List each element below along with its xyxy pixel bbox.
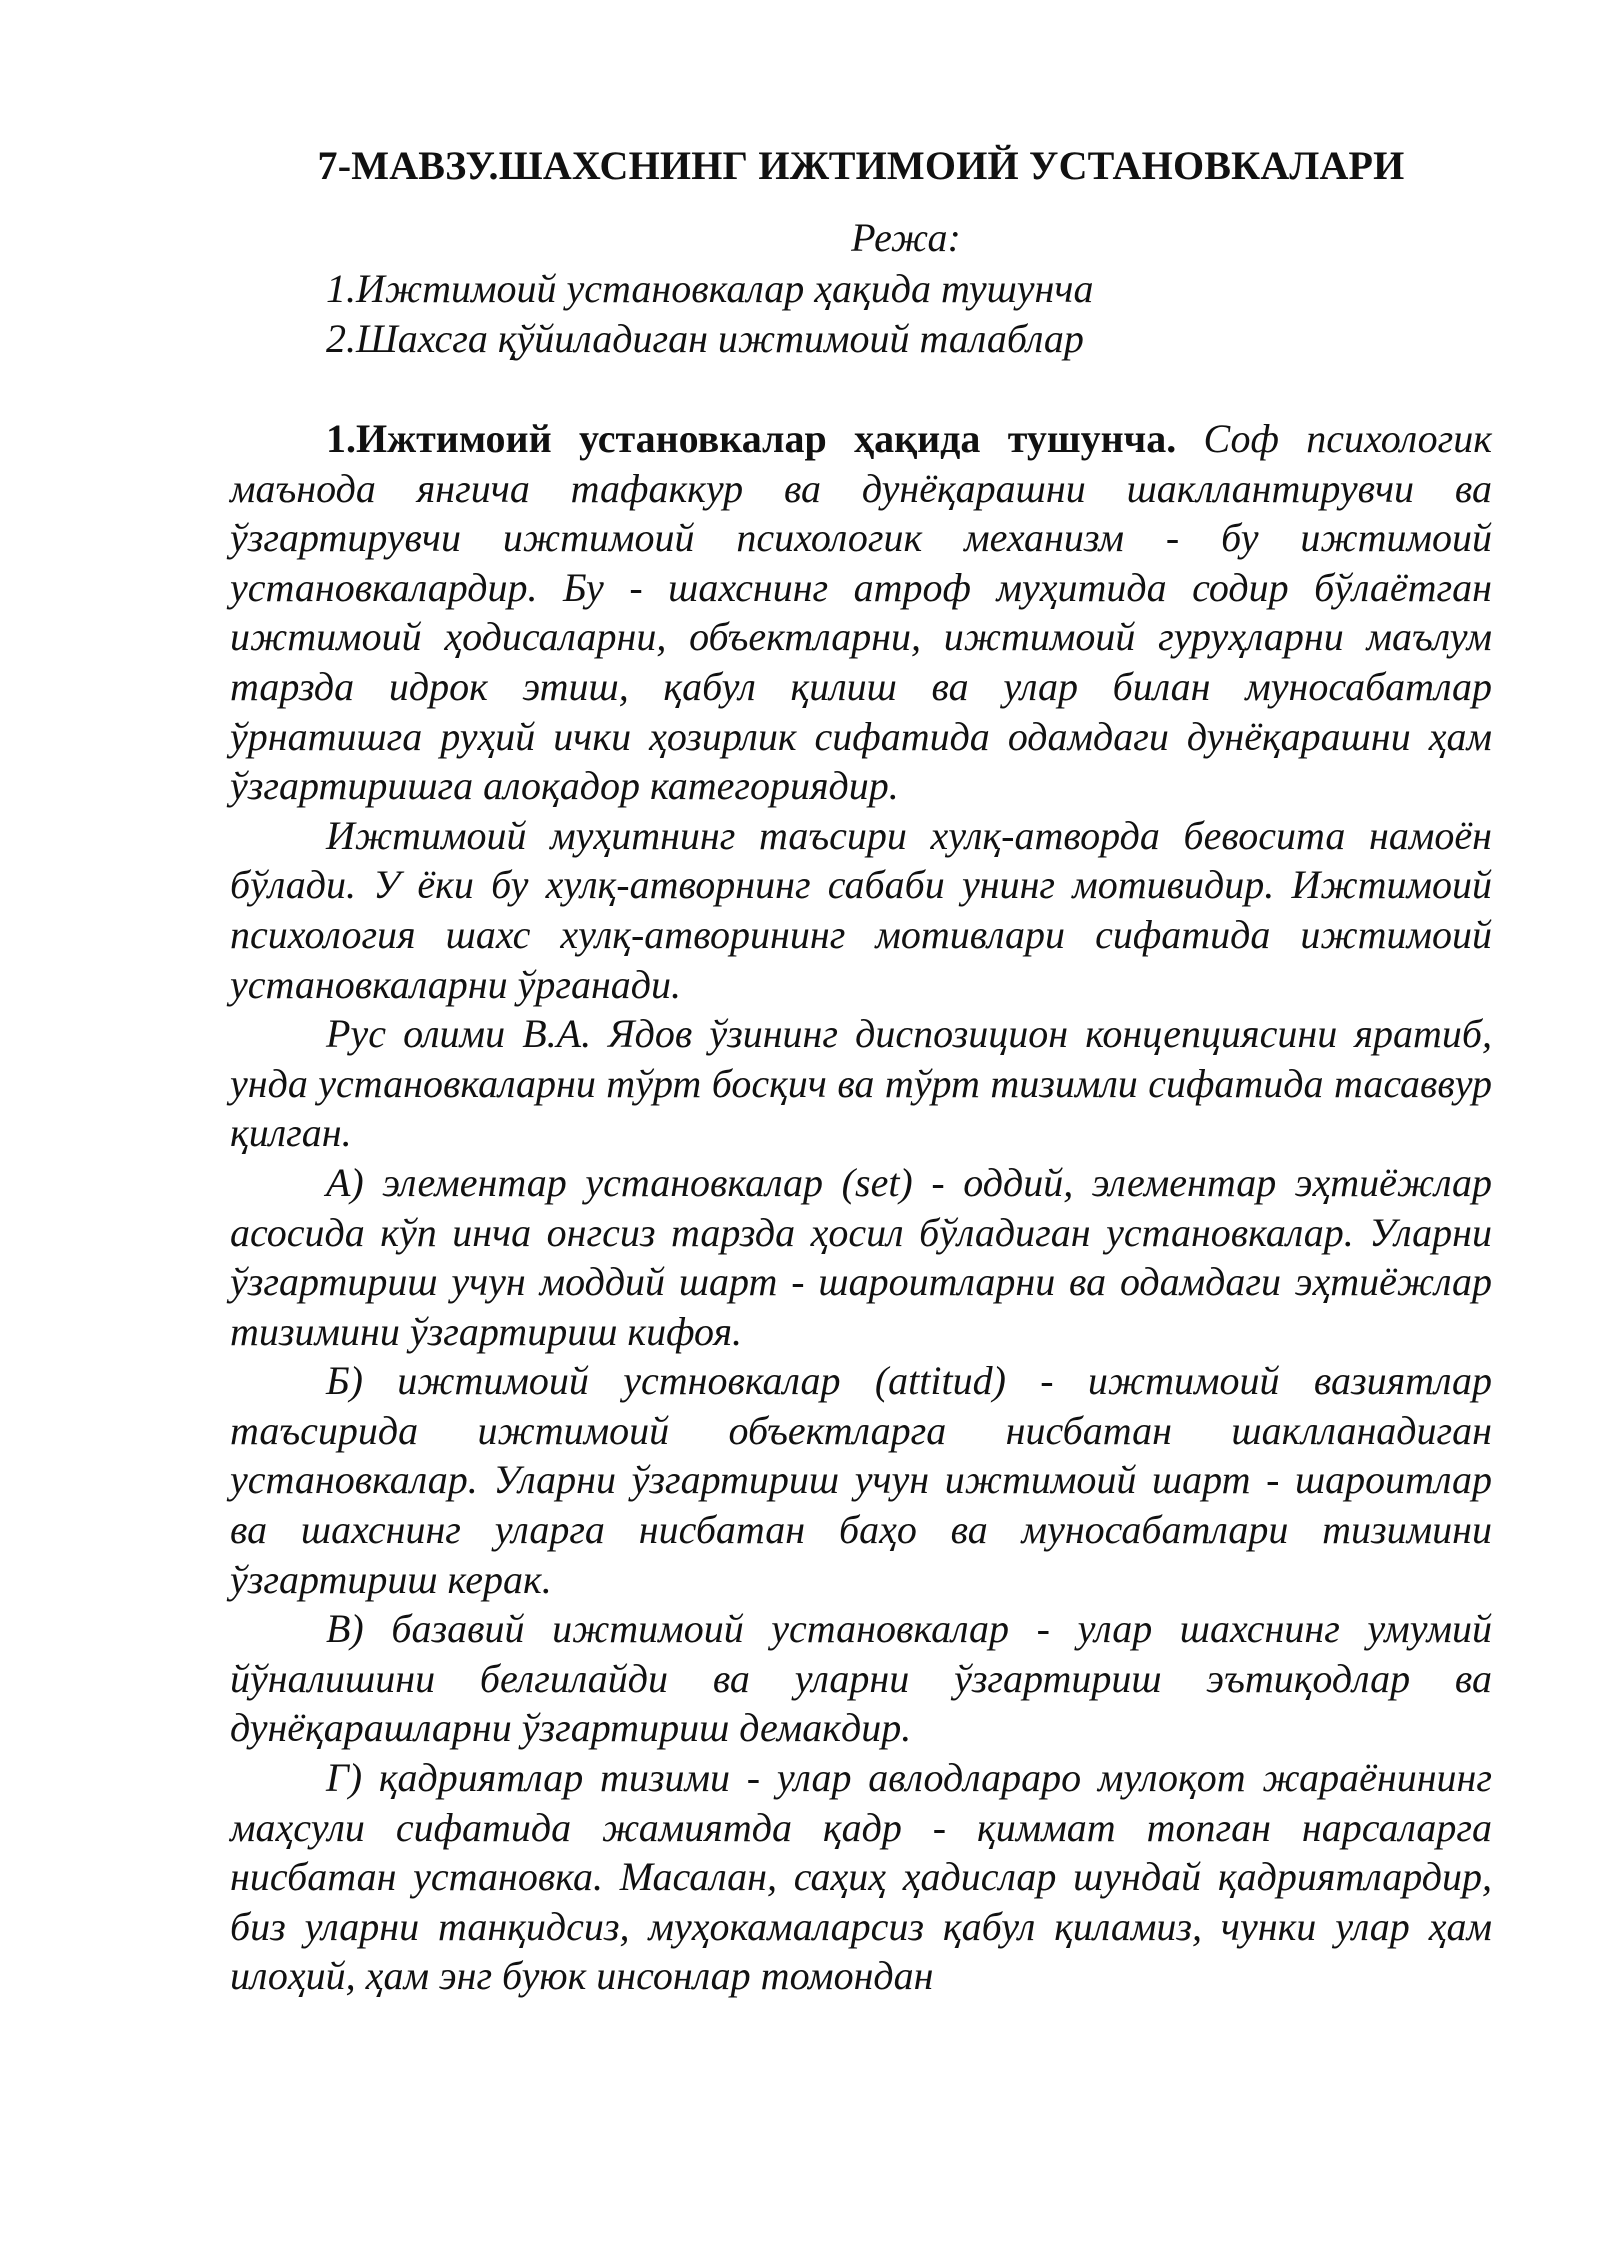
paragraph-elementary-set: А) элементар установкалар (set) - оддий, элементар эҳтиёжлар асосида кўп инча онгсиз тарзда ҳосил бўладиган установкалар. Уларни ўзгартириш учун моддий шарт - шароитларни ва одамдаги эҳтиёжлар тизимини ўзгартириш кифоя. (230, 1159, 1492, 1354)
paragraph-social-environment: Ижтимоий муҳитнинг таъсири хулқ-атворда бевосита намоён бўлади. У ёки бу хулқ-атворнинг сабаби унинг мотивидир. Ижтимоий психология шахс хулқ-атворининг мотивлари сифатида ижтимоий установкаларни ўрганади. (230, 812, 1492, 1007)
section-1-heading: 1.Ижтимоий установкалар ҳақида тушунча. (326, 416, 1177, 461)
section-1-intro: Соф психологик маънода янгича тафаккур ва дунёқарашни шакллантирувчи ва ўзгартирувчи ижтимоий психологик механизм - бу ижтимоий установкалардир. Бу - шахснинг атроф муҳитида содир бўлаётган ижтимоий ҳодисаларни, объектларни, ижтимоий гуруҳларни маълум тарзда идрок этиш, қабул қилиш ва улар билан муносабатлар ўрнатишга руҳий ички ҳозирлик сифатида одамдаги дунёқарашни ҳам ўзгартиришга алоқадор категориядир. (230, 416, 1492, 809)
section-1-paragraph (230, 414, 1492, 811)
document-page (230, 140, 1492, 2001)
paragraph-yadov-concept: Рус олими В.А. Ядов ўзининг диспозицион концепциясини яратиб, унда установкаларни тўрт босқич ва тўрт тизимли сифатида тасаввур қилган. (230, 1011, 1492, 1156)
plan-heading: Режа: (851, 215, 961, 260)
plan-item-1: 1.Ижтимоий установкалар ҳақида тушунча (326, 266, 1094, 311)
plan-section (230, 212, 1492, 364)
paragraph-social-attitude: Б) ижтимоий устновкалар (attitud) - ижтимоий вазиятлар таъсирида ижтимоий объектларга нисбатан шаклланадиган установкалар. Уларни ўзгартириш учун ижтимоий шарт - шароитлар ва шахснинг уларга нисбатан баҳо ва муносабатлари тизимини ўзгартириш керак. (230, 1358, 1492, 1602)
paragraph-basic-attitudes: В) базавий ижтимоий установкалар - улар шахснинг умумий йўналишини белгилайди ва уларни ўзгартириш эътиқодлар ва дунёқарашларни ўзгартириш демакдир. (230, 1606, 1492, 1751)
page-title: 7-МАВЗУ.ШАХСНИНГ ИЖТИМОИЙ УСТАНОВКАЛАРИ (317, 143, 1405, 188)
plan-item-2: 2.Шахсга қўйиладиган ижтимоий талаблар (326, 316, 1084, 361)
paragraph-value-system: Г) қадриятлар тизими - улар авлодлараро мулоқот жараёнининг маҳсули сифатида жамиятда қадр - қиммат топган нарсаларга нисбатан установка. Масалан, саҳиҳ ҳадислар шундай қадриятлардир, биз уларни танқидсиз, муҳокамаларсиз қабул қиламиз, чунки улар ҳам илоҳий, ҳам энг буюк инсонлар томондан (230, 1755, 1492, 1999)
